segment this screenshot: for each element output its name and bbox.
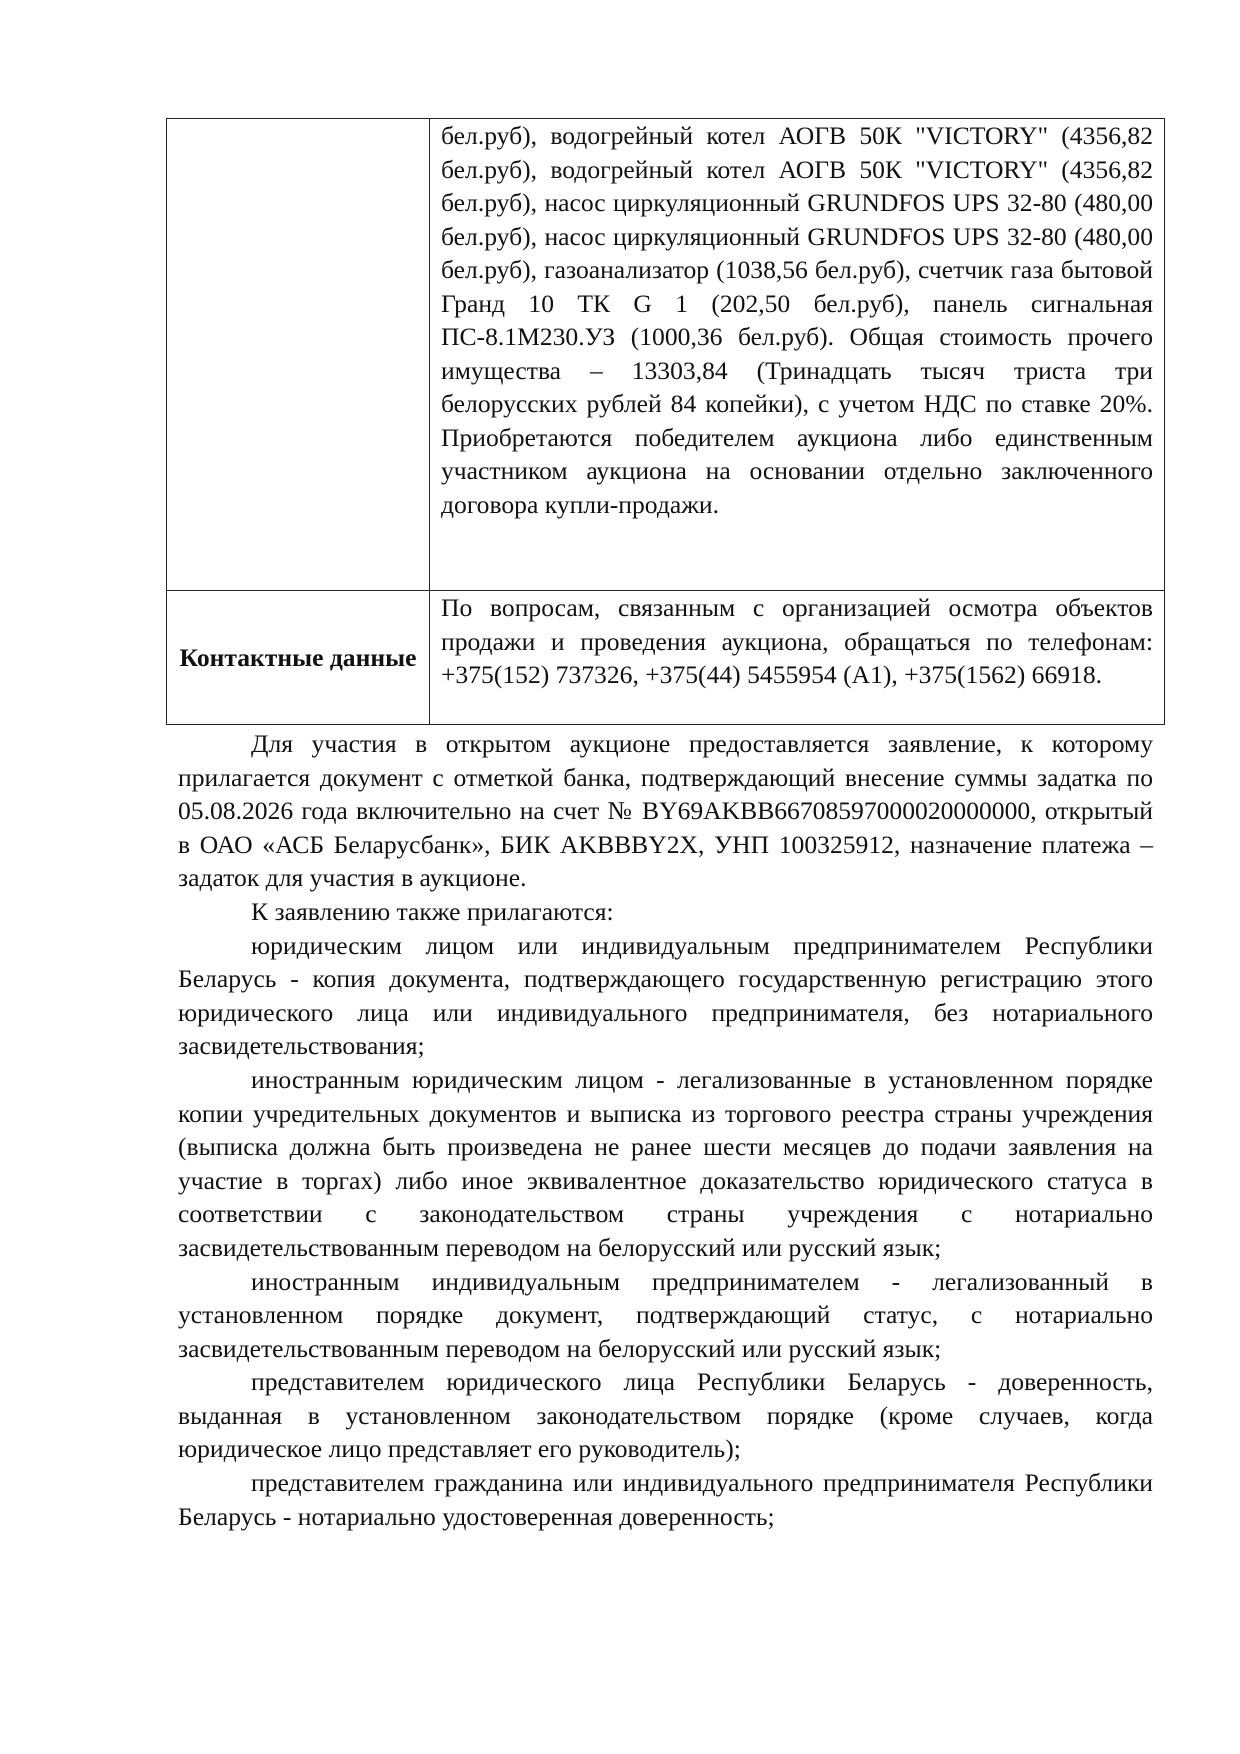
table-label-cell: [167, 119, 430, 591]
document-body: [178, 727, 1153, 1533]
contact-data-label: Контактные данные: [167, 591, 430, 725]
paragraph-legal-entities: юридическим лицом или индивидуальным предпринимателем Республики Беларусь - копия документа, подтверждающего государственную регистрацию этого юридического лица или индивидуального предпринимателя, без нотариального засвидетельствования;: [178, 930, 1153, 1061]
paragraph-deposit: Для участия в открытом аукционе предоставляется заявление, к которому прилагается документ с отметкой банка, подтверждающий внесение суммы задатка по 05.08.2026 года включительно на счет № BY69AKBB66708597000020000000, открытый в ОАО «АСБ Беларусбанк», БИК AKBBBY2X, УНП 100325912, назначение платежа – задаток для участия в аукционе.: [178, 729, 1153, 893]
paragraph-attachments-intro: К заявлению также прилагаются:: [251, 896, 614, 926]
paragraph-foreign-entrepreneurs: иностранным индивидуальным предпринимателем - легализованный в установленном порядке документ, подтверждающий статус, с нотариально засвидетельствованным переводом на белорусский или русский язык;: [178, 1266, 1153, 1363]
contact-data-text: По вопросам, связанным с организацией осмотра объектов продажи и проведения аукциона, обращаться по телефонам: +375(152) 737326, +375(44) 5455954 (А1), +375(1562) 66918.: [430, 591, 1165, 725]
table-row: [167, 591, 1165, 725]
paragraph-legal-entity-representatives: представителем юридического лица Республики Беларусь - доверенность, выданная в установленном законодательством порядке (кроме случаев, когда юридическое лицо представляет его руководитель);: [178, 1367, 1153, 1464]
paragraph-citizen-representatives: представителем гражданина или индивидуального предпринимателя Республики Беларусь - нотариально удостоверенная доверенность;: [178, 1468, 1153, 1531]
table-row: [167, 119, 1165, 591]
property-description-cell: бел.руб), водогрейный котел АОГВ 50К "VICTORY" (4356,82 бел.руб), водогрейный котел АОГВ 50К "VICTORY" (4356,82 бел.руб), насос циркуляционный GRUNDFOS UPS 32-80 (480,00 бел.руб), насос циркуляционный GRUNDFOS UPS 32-80 (480,00 бел.руб), газоанализатор (1038,56 бел.руб), счетчик газа бытовой Гранд 10 ТК G 1 (202,50 бел.руб), панель сигнальная ПС-8.1М230.УЗ (1000,36 бел.руб). Общая стоимость прочего имущества – 13303,84 (Тринадцать тысяч триста три белорусских рублей 84 копейки), с учетом НДС по ставке 20%. Приобретаются победителем аукциона либо единственным участником аукциона на основании отдельно заключенного договора купли-продажи.: [430, 119, 1165, 591]
paragraph-foreign-legal-entities: иностранным юридическим лицом - легализованные в установленном порядке копии учредительных документов и выписка из торгового реестра страны учреждения (выписка должна быть произведена не ранее шести месяцев до подачи заявления на участие в торгах) либо иное эквивалентное доказательство юридического статуса в соответствии с законодательством страны учреждения с нотариально засвидетельствованным переводом на белорусский или русский язык;: [178, 1064, 1153, 1262]
auction-info-table: [166, 118, 1165, 725]
